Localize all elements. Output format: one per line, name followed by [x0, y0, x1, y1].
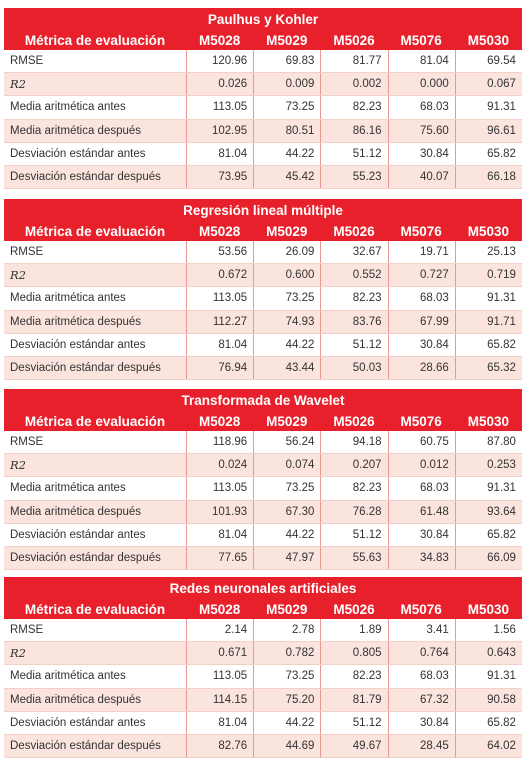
- cell: 0.000: [388, 73, 455, 95]
- row-label: Desviación estándar antes: [10, 147, 146, 160]
- header-col: M5029: [266, 223, 308, 239]
- header-col: M5029: [266, 601, 308, 617]
- row-label: R2: [10, 77, 26, 92]
- cell: 44.22: [253, 712, 320, 734]
- row-label: RMSE: [10, 246, 44, 259]
- header-metric: Métrica de evaluación: [24, 413, 166, 429]
- cell: 0.552: [320, 264, 387, 286]
- cell: 0.719: [455, 264, 522, 286]
- cell: 0.002: [320, 73, 387, 95]
- table-row: [4, 311, 522, 334]
- row-label: R2: [10, 646, 26, 661]
- header-row: [4, 30, 522, 50]
- row-label: Media aritmética después: [10, 693, 142, 706]
- cell: 51.12: [320, 334, 387, 356]
- cell: 67.30: [253, 501, 320, 523]
- cell: 47.97: [253, 547, 320, 569]
- header-metric: Métrica de evaluación: [24, 32, 166, 48]
- table-row: [4, 642, 522, 665]
- cell: 113.05: [186, 665, 253, 687]
- cell: 81.79: [320, 689, 387, 711]
- section-table: [4, 8, 522, 189]
- header-col: M5028: [198, 601, 241, 617]
- header-row: [4, 411, 522, 431]
- cell: 65.32: [455, 357, 522, 379]
- cell: 51.12: [320, 524, 387, 546]
- cell: 81.04: [186, 712, 253, 734]
- cell: 113.05: [186, 96, 253, 118]
- cell: 0.782: [253, 642, 320, 664]
- header-col: M5076: [400, 413, 442, 429]
- cell: 76.28: [320, 501, 387, 523]
- cell: 94.18: [320, 431, 387, 453]
- row-label: Media aritmética después: [10, 315, 142, 328]
- cell: 76.94: [186, 357, 253, 379]
- cell: 69.54: [455, 50, 522, 72]
- cell: 82.23: [320, 96, 387, 118]
- table-row: [4, 712, 522, 735]
- cell: 90.58: [455, 689, 522, 711]
- cell: 113.05: [186, 287, 253, 309]
- cell: 81.04: [186, 143, 253, 165]
- cell: 91.31: [455, 96, 522, 118]
- cell: 96.61: [455, 120, 522, 142]
- header-row: [4, 599, 522, 619]
- cell: 0.643: [455, 642, 522, 664]
- cell: 64.02: [455, 735, 522, 757]
- cell: 75.20: [253, 689, 320, 711]
- cell: 0.805: [320, 642, 387, 664]
- table-row: [4, 96, 522, 119]
- row-label: Desviación estándar antes: [10, 528, 146, 541]
- cell: 0.600: [253, 264, 320, 286]
- header-col: M5026: [333, 601, 375, 617]
- header-col: M5076: [400, 32, 442, 48]
- header-col: M5029: [266, 413, 308, 429]
- cell: 0.207: [320, 454, 387, 476]
- cell: 61.48: [388, 501, 455, 523]
- table-row: [4, 454, 522, 477]
- cell: 2.14: [186, 619, 253, 641]
- cell: 81.77: [320, 50, 387, 72]
- cell: 91.71: [455, 311, 522, 333]
- cell: 0.253: [455, 454, 522, 476]
- cell: 25.13: [455, 241, 522, 263]
- header-col: M5076: [400, 601, 442, 617]
- table-row: [4, 431, 522, 454]
- cell: 44.22: [253, 143, 320, 165]
- table-row: [4, 143, 522, 166]
- cell: 67.32: [388, 689, 455, 711]
- cell: 65.82: [455, 143, 522, 165]
- row-label: Desviación estándar antes: [10, 716, 146, 729]
- header-col: M5076: [400, 223, 442, 239]
- row-label: Media aritmética antes: [10, 482, 126, 495]
- table-row: [4, 50, 522, 73]
- header-col: M5030: [467, 32, 509, 48]
- cell: 81.04: [186, 334, 253, 356]
- cell: 28.45: [388, 735, 455, 757]
- cell: 69.83: [253, 50, 320, 72]
- cell: 2.78: [253, 619, 320, 641]
- cell: 73.25: [253, 665, 320, 687]
- cell: 40.07: [388, 166, 455, 188]
- cell: 73.25: [253, 96, 320, 118]
- cell: 19.71: [388, 241, 455, 263]
- cell: 30.84: [388, 143, 455, 165]
- cell: 44.22: [253, 524, 320, 546]
- header-col: M5030: [467, 601, 509, 617]
- row-label: Media aritmética antes: [10, 292, 126, 305]
- cell: 34.83: [388, 547, 455, 569]
- section-title: Redes neuronales artificiales: [4, 577, 522, 599]
- header-col: M5030: [467, 413, 509, 429]
- section-table: [4, 199, 522, 380]
- table-row: [4, 524, 522, 547]
- cell: 0.024: [186, 454, 253, 476]
- cell: 82.23: [320, 665, 387, 687]
- cell: 86.16: [320, 120, 387, 142]
- cell: 82.23: [320, 287, 387, 309]
- section-title: Regresión lineal múltiple: [4, 199, 522, 221]
- header-col: M5028: [198, 413, 241, 429]
- cell: 68.03: [388, 665, 455, 687]
- cell: 68.03: [388, 287, 455, 309]
- cell: 101.93: [186, 501, 253, 523]
- row-label: Media aritmética antes: [10, 670, 126, 683]
- table-row: [4, 689, 522, 712]
- cell: 3.41: [388, 619, 455, 641]
- cell: 0.672: [186, 264, 253, 286]
- cell: 50.03: [320, 357, 387, 379]
- cell: 60.75: [388, 431, 455, 453]
- cell: 0.067: [455, 73, 522, 95]
- cell: 91.31: [455, 665, 522, 687]
- cell: 0.764: [388, 642, 455, 664]
- cell: 43.44: [253, 357, 320, 379]
- table-row: [4, 334, 522, 357]
- row-label: Media aritmética antes: [10, 101, 126, 114]
- cell: 82.76: [186, 735, 253, 757]
- header-col: M5028: [198, 32, 241, 48]
- section-table: [4, 577, 522, 758]
- cell: 80.51: [253, 120, 320, 142]
- cell: 44.69: [253, 735, 320, 757]
- cell: 74.93: [253, 311, 320, 333]
- section-title: Transformada de Wavelet: [4, 389, 522, 411]
- section-table: [4, 389, 522, 570]
- cell: 49.67: [320, 735, 387, 757]
- header-col: M5029: [266, 32, 308, 48]
- cell: 87.80: [455, 431, 522, 453]
- table-row: [4, 619, 522, 642]
- table-row: [4, 735, 522, 758]
- header-row: [4, 221, 522, 241]
- header-col: M5026: [333, 413, 375, 429]
- header-col: M5026: [333, 32, 375, 48]
- table-row: [4, 73, 522, 96]
- cell: 102.95: [186, 120, 253, 142]
- cell: 1.89: [320, 619, 387, 641]
- cell: 91.31: [455, 477, 522, 499]
- header-col: M5026: [333, 223, 375, 239]
- cell: 66.09: [455, 547, 522, 569]
- header-metric: Métrica de evaluación: [24, 223, 166, 239]
- cell: 73.25: [253, 287, 320, 309]
- cell: 120.96: [186, 50, 253, 72]
- cell: 113.05: [186, 477, 253, 499]
- cell: 53.56: [186, 241, 253, 263]
- header-metric: Métrica de evaluación: [24, 601, 166, 617]
- table-row: [4, 166, 522, 189]
- cell: 56.24: [253, 431, 320, 453]
- header-col: M5028: [198, 223, 241, 239]
- cell: 0.012: [388, 454, 455, 476]
- table-row: [4, 501, 522, 524]
- cell: 30.84: [388, 524, 455, 546]
- row-label: R2: [10, 458, 26, 473]
- cell: 55.63: [320, 547, 387, 569]
- cell: 65.82: [455, 712, 522, 734]
- row-label: Media aritmética después: [10, 505, 142, 518]
- cell: 0.026: [186, 73, 253, 95]
- row-label: RMSE: [10, 436, 44, 449]
- cell: 65.82: [455, 524, 522, 546]
- cell: 75.60: [388, 120, 455, 142]
- cell: 68.03: [388, 477, 455, 499]
- header-col: M5030: [467, 223, 509, 239]
- cell: 0.009: [253, 73, 320, 95]
- cell: 26.09: [253, 241, 320, 263]
- cell: 32.67: [320, 241, 387, 263]
- cell: 0.671: [186, 642, 253, 664]
- cell: 30.84: [388, 334, 455, 356]
- cell: 81.04: [186, 524, 253, 546]
- cell: 44.22: [253, 334, 320, 356]
- cell: 73.25: [253, 477, 320, 499]
- row-label: Desviación estándar antes: [10, 338, 146, 351]
- cell: 73.95: [186, 166, 253, 188]
- table-row: [4, 665, 522, 688]
- cell: 66.18: [455, 166, 522, 188]
- cell: 83.76: [320, 311, 387, 333]
- cell: 82.23: [320, 477, 387, 499]
- cell: 51.12: [320, 143, 387, 165]
- row-label: R2: [10, 268, 26, 283]
- table-row: [4, 241, 522, 264]
- cell: 77.65: [186, 547, 253, 569]
- cell: 0.727: [388, 264, 455, 286]
- cell: 81.04: [388, 50, 455, 72]
- cell: 118.96: [186, 431, 253, 453]
- section-title: Paulhus y Kohler: [4, 8, 522, 30]
- cell: 0.074: [253, 454, 320, 476]
- row-label: RMSE: [10, 624, 44, 637]
- row-label: Desviación estándar después: [10, 552, 161, 565]
- table-row: [4, 264, 522, 287]
- cell: 1.56: [455, 619, 522, 641]
- table-row: [4, 120, 522, 143]
- cell: 114.15: [186, 689, 253, 711]
- row-label: RMSE: [10, 55, 44, 68]
- table-row: [4, 547, 522, 570]
- row-label: Desviación estándar después: [10, 362, 161, 375]
- cell: 68.03: [388, 96, 455, 118]
- cell: 112.27: [186, 311, 253, 333]
- table-row: [4, 287, 522, 310]
- cell: 45.42: [253, 166, 320, 188]
- table-row: [4, 357, 522, 380]
- cell: 30.84: [388, 712, 455, 734]
- cell: 51.12: [320, 712, 387, 734]
- cell: 93.64: [455, 501, 522, 523]
- row-label: Desviación estándar después: [10, 171, 161, 184]
- cell: 28.66: [388, 357, 455, 379]
- table-row: [4, 477, 522, 500]
- row-label: Desviación estándar después: [10, 740, 161, 753]
- cell: 55.23: [320, 166, 387, 188]
- cell: 67.99: [388, 311, 455, 333]
- row-label: Media aritmética después: [10, 124, 142, 137]
- cell: 91.31: [455, 287, 522, 309]
- cell: 65.82: [455, 334, 522, 356]
